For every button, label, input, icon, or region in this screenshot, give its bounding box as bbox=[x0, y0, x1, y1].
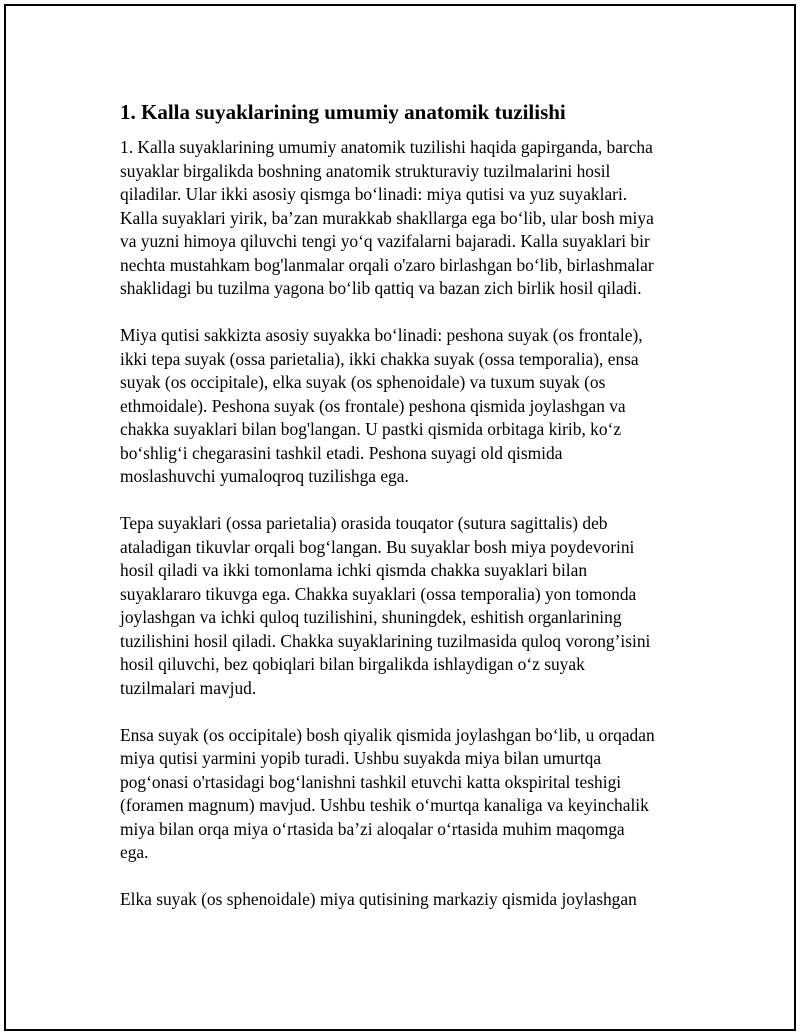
text-line: bo‘shlig‘i chegarasini tashkil etadi. Peshona suyagi old qismida bbox=[120, 442, 563, 463]
paragraph bbox=[120, 136, 700, 301]
text-line: suyak (os occipitale), elka suyak (os sphenoidale) va tuxum suyak (os bbox=[120, 372, 606, 392]
text-line: va yuzni himoya qiluvchi tengi yo‘q vazifalarni bajaradi. Kalla suyaklari bir bbox=[120, 231, 650, 251]
text-line: tuzilishini hosil qiladi. Chakka suyaklarining tuzilmasida quloq vorong’isini bbox=[120, 630, 651, 651]
text-line: ataladigan tikuvlar orqali bog‘langan. Bu suyaklar bosh miya poydevorini bbox=[120, 536, 635, 557]
section-heading: 1. Kalla suyaklarining umumiy anatomik tuzilishi bbox=[120, 100, 566, 124]
text-line: Ensa suyak (os occipitale) bosh qiyalik qismida joylashgan bo‘lib, u orqadan bbox=[120, 724, 655, 745]
text-line: joylashgan va ichki quloq tuzilishini, shuningdek, eshitish organlarining bbox=[120, 607, 622, 627]
text-line: ethmoidale). Peshona suyak (os frontale) peshona qismida joylashgan va bbox=[120, 395, 626, 416]
text-line: suyaklararo tikuvga ega. Chakka suyaklari (ossa temporalia) yon tomonda bbox=[120, 583, 637, 604]
paragraph bbox=[120, 324, 700, 489]
text-line: ega. bbox=[120, 842, 149, 862]
text-line: chakka suyaklari bilan bog'langan. U pastki qismida orbitaga kirib, ko‘z bbox=[120, 419, 622, 439]
text-line: Tepa suyaklari (ossa parietalia) orasida touqator (sutura sagittalis) deb bbox=[120, 513, 608, 533]
document-page bbox=[4, 4, 796, 1031]
paragraph bbox=[120, 888, 700, 912]
text-line: ikki tepa suyak (ossa parietalia), ikki chakka suyak (ossa temporalia), ensa bbox=[120, 348, 639, 369]
text-line: suyaklar birgalikda boshning anatomik strukturaviy tuzilmalarini hosil bbox=[120, 160, 611, 181]
text-line: miya qutisi yarmini yopib turadi. Ushbu suyakda miya bilan umurtqa bbox=[120, 748, 602, 768]
text-line: (foramen magnum) mavjud. Ushbu teshik o‘murtqa kanaliga va keyinchalik bbox=[120, 795, 649, 815]
text-line: 1. Kalla suyaklarining umumiy anatomik tuzilishi haqida gapirganda, barcha bbox=[120, 137, 653, 157]
text-line: hosil qiladi va ikki tomonlama ichki qismda chakka suyaklari bilan bbox=[120, 560, 588, 580]
paragraph bbox=[120, 512, 700, 700]
paragraph bbox=[120, 724, 700, 865]
text-line: nechta mustahkam bog'lanmalar orqali o'zaro birlashgan bo‘lib, birlashmalar bbox=[120, 254, 654, 275]
text-line: hosil qiluvchi, bez qobiqlari bilan birgalikda ishlaydigan o‘z suyak bbox=[120, 654, 585, 674]
text-line: Miya qutisi sakkizta asosiy suyakka bo‘linadi: peshona suyak (os frontale), bbox=[120, 325, 643, 345]
text-line: shaklidagi bu tuzilma yagona bo‘lib qattiq va bazan zich birlik hosil qiladi. bbox=[120, 278, 642, 298]
text-line: miya bilan orqa miya o‘rtasida ba’zi aloqalar o‘rtasida muhim maqomga bbox=[120, 818, 625, 839]
text-line: pog‘onasi o'rtasidagi bog‘lanishni tashkil etuvchi katta okspirital teshigi bbox=[120, 771, 622, 792]
text-line: qiladilar. Ular ikki asosiy qismga bo‘linadi: miya qutisi va yuz suyaklari. bbox=[120, 184, 628, 204]
document-content bbox=[120, 98, 700, 935]
text-line: Kalla suyaklari yirik, ba’zan murakkab shakllarga ega bo‘lib, ular bosh miya bbox=[120, 207, 654, 228]
text-line: moslashuvchi yumaloqroq tuzilishga ega. bbox=[120, 466, 409, 486]
text-line: Elka suyak (os sphenoidale) miya qutisining markaziy qismida joylashgan bbox=[120, 889, 637, 909]
text-line: tuzilmalari mavjud. bbox=[120, 677, 257, 698]
